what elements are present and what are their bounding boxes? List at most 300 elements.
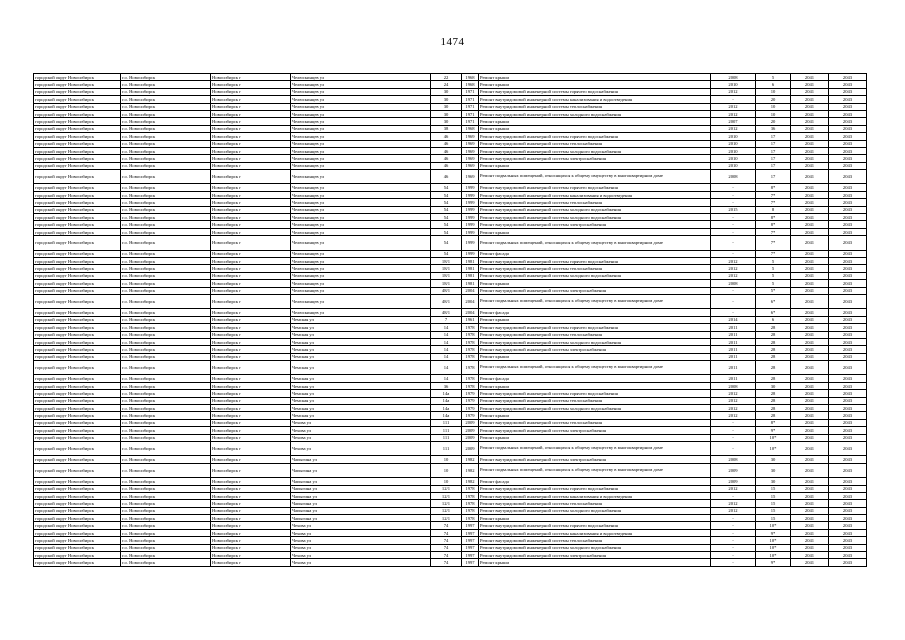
cell-settlement: г.о. Новосибирск bbox=[121, 191, 211, 198]
cell-municipality: городской округ Новосибирск bbox=[34, 522, 121, 529]
table-row bbox=[34, 427, 867, 434]
cell-house: 12/1 bbox=[431, 507, 462, 514]
cell-floors: 36 bbox=[756, 125, 791, 132]
cell-municipality: городской округ Новосибирск bbox=[34, 353, 121, 360]
cell-period-end: 2043 bbox=[829, 405, 867, 412]
cell-settlement: г.о. Новосибирск bbox=[121, 500, 211, 507]
table-row bbox=[34, 346, 867, 353]
cell-street: Чемская ул bbox=[291, 331, 431, 338]
cell-year-built: 1978 bbox=[462, 507, 479, 514]
cell-municipality: городской округ Новосибирск bbox=[34, 221, 121, 228]
table-row bbox=[34, 221, 867, 228]
table-row bbox=[34, 250, 867, 257]
cell-settlement: г.о. Новосибирск bbox=[121, 206, 211, 213]
table-row bbox=[34, 361, 867, 375]
cell-year-built: 2009 bbox=[462, 434, 479, 441]
cell-settlement: г.о. Новосибирск bbox=[121, 338, 211, 345]
cell-municipality: городской округ Новосибирск bbox=[34, 529, 121, 536]
cell-city: Новосибирск г bbox=[211, 221, 291, 228]
cell-street: Чапыгина ул bbox=[291, 500, 431, 507]
cell-work-type: Ремонт подвальных помещений, относящихся к общему имуществу в многоквартирном доме bbox=[479, 361, 711, 375]
cell-period-start: 2041 bbox=[791, 280, 829, 287]
cell-house: 14 bbox=[431, 324, 462, 331]
cell-settlement: г.о. Новосибирск bbox=[121, 382, 211, 389]
cell-municipality: городской округ Новосибирск bbox=[34, 397, 121, 404]
cell-city: Новосибирск г bbox=[211, 133, 291, 140]
cell-street: Чемская ул bbox=[291, 346, 431, 353]
cell-floors: 28 bbox=[756, 331, 791, 338]
cell-floors: 15 bbox=[756, 485, 791, 492]
cell-settlement: г.о. Новосибирск bbox=[121, 88, 211, 95]
cell-period-end: 2043 bbox=[829, 103, 867, 110]
cell-municipality: городской округ Новосибирск bbox=[34, 287, 121, 294]
cell-period-start: 2041 bbox=[791, 361, 829, 375]
cell-settlement: г.о. Новосибирск bbox=[121, 162, 211, 169]
cell-municipality: городской округ Новосибирск bbox=[34, 405, 121, 412]
cell-work-type: Ремонт внутридомовой инженерной системы электроснабжения bbox=[479, 287, 711, 294]
cell-floors: 8* bbox=[756, 214, 791, 221]
cell-house: 54 bbox=[431, 191, 462, 198]
cell-plan-year: 2011 bbox=[711, 324, 756, 331]
cell-work-type: Ремонт крыши bbox=[479, 559, 711, 566]
cell-municipality: городской округ Новосибирск bbox=[34, 74, 121, 81]
cell-floors: 17 bbox=[756, 133, 791, 140]
cell-municipality: городской округ Новосибирск bbox=[34, 537, 121, 544]
cell-period-start: 2041 bbox=[791, 353, 829, 360]
cell-municipality: городской округ Новосибирск bbox=[34, 382, 121, 389]
cell-work-type: Ремонт внутридомовой инженерной системы теплоснабжения bbox=[479, 537, 711, 544]
table-row bbox=[34, 522, 867, 529]
table-row bbox=[34, 280, 867, 287]
cell-year-built: 1969 bbox=[462, 162, 479, 169]
table-row bbox=[34, 228, 867, 235]
cell-period-start: 2041 bbox=[791, 118, 829, 125]
cell-house: 14а bbox=[431, 412, 462, 419]
cell-settlement: г.о. Новосибирск bbox=[121, 463, 211, 477]
cell-street: Челюскинцев ул bbox=[291, 287, 431, 294]
cell-year-built: 1981 bbox=[462, 257, 479, 264]
table-row bbox=[34, 110, 867, 117]
cell-period-start: 2041 bbox=[791, 170, 829, 184]
cell-period-start: 2041 bbox=[791, 522, 829, 529]
cell-street: Чемская ул bbox=[291, 324, 431, 331]
cell-house: 74 bbox=[431, 537, 462, 544]
cell-work-type: Ремонт фасада bbox=[479, 478, 711, 485]
cell-settlement: г.о. Новосибирск bbox=[121, 170, 211, 184]
table-row bbox=[34, 309, 867, 316]
cell-municipality: городской округ Новосибирск bbox=[34, 500, 121, 507]
cell-plan-year: 2012 bbox=[711, 390, 756, 397]
cell-settlement: г.о. Новосибирск bbox=[121, 272, 211, 279]
cell-period-end: 2043 bbox=[829, 537, 867, 544]
cell-year-built: 1981 bbox=[462, 265, 479, 272]
cell-floors: 8* bbox=[756, 221, 791, 228]
cell-plan-year: 2009 bbox=[711, 463, 756, 477]
cell-period-start: 2041 bbox=[791, 191, 829, 198]
cell-city: Новосибирск г bbox=[211, 559, 291, 566]
cell-period-end: 2043 bbox=[829, 96, 867, 103]
cell-floors: 5 bbox=[756, 257, 791, 264]
cell-floors: 20 bbox=[756, 96, 791, 103]
cell-city: Новосибирск г bbox=[211, 125, 291, 132]
cell-house: 54 bbox=[431, 214, 462, 221]
cell-floors: 10 bbox=[756, 88, 791, 95]
cell-floors: 10* bbox=[756, 537, 791, 544]
cell-period-start: 2041 bbox=[791, 88, 829, 95]
cell-house: 12/1 bbox=[431, 492, 462, 499]
cell-plan-year: 2012 bbox=[711, 272, 756, 279]
table-row bbox=[34, 125, 867, 132]
cell-plan-year: 2012 bbox=[711, 405, 756, 412]
cell-street: Челюскинцев ул bbox=[291, 294, 431, 308]
cell-period-start: 2041 bbox=[791, 492, 829, 499]
table-row bbox=[34, 492, 867, 499]
cell-period-start: 2041 bbox=[791, 405, 829, 412]
cell-floors: 6* bbox=[756, 309, 791, 316]
cell-municipality: городской округ Новосибирск bbox=[34, 147, 121, 154]
cell-period-end: 2043 bbox=[829, 272, 867, 279]
cell-house: 30 bbox=[431, 118, 462, 125]
cell-city: Новосибирск г bbox=[211, 500, 291, 507]
cell-plan-year: 2011 bbox=[711, 353, 756, 360]
cell-work-type: Ремонт внутридомовой инженерной системы холодного водоснабжения bbox=[479, 147, 711, 154]
cell-street: Челюскинцев ул bbox=[291, 265, 431, 272]
table-row bbox=[34, 375, 867, 382]
cell-municipality: городской округ Новосибирск bbox=[34, 309, 121, 316]
cell-work-type: Ремонт внутридомовой инженерной системы электроснабжения bbox=[479, 221, 711, 228]
cell-floors: 30 bbox=[756, 478, 791, 485]
cell-period-end: 2043 bbox=[829, 250, 867, 257]
cell-year-built: 2004 bbox=[462, 287, 479, 294]
cell-year-built: 1968 bbox=[462, 125, 479, 132]
cell-house: 46 bbox=[431, 170, 462, 184]
cell-work-type: Ремонт крыши bbox=[479, 316, 711, 323]
cell-period-start: 2041 bbox=[791, 331, 829, 338]
cell-municipality: городской округ Новосибирск bbox=[34, 118, 121, 125]
cell-work-type: Ремонт крыши bbox=[479, 515, 711, 522]
cell-period-start: 2041 bbox=[791, 338, 829, 345]
cell-municipality: городской округ Новосибирск bbox=[34, 456, 121, 463]
cell-floors: 7* bbox=[756, 199, 791, 206]
cell-plan-year: - bbox=[711, 214, 756, 221]
cell-work-type: Ремонт внутридомовой инженерной системы теплоснабжения bbox=[479, 265, 711, 272]
cell-municipality: городской округ Новосибирск bbox=[34, 88, 121, 95]
cell-house: 30 bbox=[431, 88, 462, 95]
cell-plan-year: - bbox=[711, 544, 756, 551]
cell-period-end: 2043 bbox=[829, 88, 867, 95]
cell-period-start: 2041 bbox=[791, 382, 829, 389]
cell-settlement: г.о. Новосибирск bbox=[121, 184, 211, 191]
cell-floors: 5 bbox=[756, 272, 791, 279]
table-row bbox=[34, 74, 867, 81]
cell-house: 74 bbox=[431, 559, 462, 566]
cell-floors: 10* bbox=[756, 441, 791, 455]
cell-period-end: 2043 bbox=[829, 206, 867, 213]
cell-house: 54 bbox=[431, 199, 462, 206]
cell-period-start: 2041 bbox=[791, 184, 829, 191]
cell-year-built: 1978 bbox=[462, 361, 479, 375]
cell-period-start: 2041 bbox=[791, 265, 829, 272]
cell-work-type: Ремонт внутридомовой инженерной системы канализования и водоотведения bbox=[479, 96, 711, 103]
cell-house: 54 bbox=[431, 221, 462, 228]
cell-municipality: городской округ Новосибирск bbox=[34, 250, 121, 257]
cell-plan-year: 2008 bbox=[711, 456, 756, 463]
cell-settlement: г.о. Новосибирск bbox=[121, 324, 211, 331]
table-row bbox=[34, 184, 867, 191]
cell-plan-year: 2012 bbox=[711, 500, 756, 507]
table-row bbox=[34, 133, 867, 140]
cell-year-built: 1971 bbox=[462, 118, 479, 125]
cell-city: Новосибирск г bbox=[211, 155, 291, 162]
cell-street: Челюскинцев ул bbox=[291, 184, 431, 191]
cell-period-end: 2043 bbox=[829, 463, 867, 477]
cell-period-start: 2041 bbox=[791, 390, 829, 397]
cell-plan-year: 2012 bbox=[711, 265, 756, 272]
cell-work-type: Ремонт внутридомовой инженерной системы горячего водоснабжения bbox=[479, 390, 711, 397]
cell-house: 14а bbox=[431, 405, 462, 412]
cell-settlement: г.о. Новосибирск bbox=[121, 559, 211, 566]
cell-settlement: г.о. Новосибирск bbox=[121, 147, 211, 154]
cell-year-built: 1978 bbox=[462, 492, 479, 499]
cell-city: Новосибирск г bbox=[211, 257, 291, 264]
cell-municipality: городской округ Новосибирск bbox=[34, 110, 121, 117]
cell-floors: 5* bbox=[756, 287, 791, 294]
cell-period-end: 2043 bbox=[829, 529, 867, 536]
cell-house: 74 bbox=[431, 552, 462, 559]
cell-municipality: городской округ Новосибирск bbox=[34, 346, 121, 353]
cell-plan-year: 2012 bbox=[711, 397, 756, 404]
cell-period-start: 2041 bbox=[791, 500, 829, 507]
cell-period-end: 2043 bbox=[829, 257, 867, 264]
cell-street: Чехова ул bbox=[291, 552, 431, 559]
cell-settlement: г.о. Новосибирск bbox=[121, 390, 211, 397]
cell-period-end: 2043 bbox=[829, 397, 867, 404]
table-row bbox=[34, 206, 867, 213]
cell-house: 111 bbox=[431, 419, 462, 426]
cell-city: Новосибирск г bbox=[211, 147, 291, 154]
cell-period-start: 2041 bbox=[791, 529, 829, 536]
table-row bbox=[34, 485, 867, 492]
cell-work-type: Ремонт крыши bbox=[479, 434, 711, 441]
cell-city: Новосибирск г bbox=[211, 280, 291, 287]
cell-municipality: городской округ Новосибирск bbox=[34, 361, 121, 375]
cell-period-end: 2043 bbox=[829, 492, 867, 499]
cell-work-type: Ремонт крыши bbox=[479, 74, 711, 81]
cell-city: Новосибирск г bbox=[211, 405, 291, 412]
cell-house: 48/1 bbox=[431, 287, 462, 294]
cell-house: 48/1 bbox=[431, 294, 462, 308]
cell-floors: 28 bbox=[756, 338, 791, 345]
cell-plan-year: 2015 bbox=[711, 206, 756, 213]
cell-work-type: Ремонт крыши bbox=[479, 125, 711, 132]
cell-street: Чемская ул bbox=[291, 405, 431, 412]
cell-period-end: 2043 bbox=[829, 346, 867, 353]
cell-work-type: Ремонт крыши bbox=[479, 382, 711, 389]
cell-work-type: Ремонт внутридомовой инженерной системы холодного водоснабжения bbox=[479, 544, 711, 551]
cell-house: 54 bbox=[431, 206, 462, 213]
cell-settlement: г.о. Новосибирск bbox=[121, 228, 211, 235]
cell-street: Челюскинцев ул bbox=[291, 206, 431, 213]
cell-house: 54 bbox=[431, 228, 462, 235]
cell-street: Челюскинцев ул bbox=[291, 236, 431, 250]
cell-work-type: Ремонт внутридомовой инженерной системы горячего водоснабжения bbox=[479, 133, 711, 140]
cell-period-start: 2041 bbox=[791, 103, 829, 110]
cell-city: Новосибирск г bbox=[211, 456, 291, 463]
cell-year-built: 1968 bbox=[462, 74, 479, 81]
cell-settlement: г.о. Новосибирск bbox=[121, 537, 211, 544]
cell-year-built: 1969 bbox=[462, 147, 479, 154]
cell-year-built: 1969 bbox=[462, 155, 479, 162]
cell-settlement: г.о. Новосибирск bbox=[121, 118, 211, 125]
cell-city: Новосибирск г bbox=[211, 103, 291, 110]
cell-period-end: 2043 bbox=[829, 236, 867, 250]
cell-plan-year: 2012 bbox=[711, 485, 756, 492]
cell-period-end: 2043 bbox=[829, 221, 867, 228]
cell-period-end: 2043 bbox=[829, 118, 867, 125]
cell-city: Новосибирск г bbox=[211, 478, 291, 485]
cell-year-built: 1982 bbox=[462, 463, 479, 477]
cell-year-built: 1999 bbox=[462, 236, 479, 250]
cell-plan-year: 2011 bbox=[711, 346, 756, 353]
cell-year-built: 1978 bbox=[462, 375, 479, 382]
cell-period-end: 2043 bbox=[829, 353, 867, 360]
cell-period-start: 2041 bbox=[791, 463, 829, 477]
cell-period-start: 2041 bbox=[791, 397, 829, 404]
cell-municipality: городской округ Новосибирск bbox=[34, 324, 121, 331]
cell-house: 46 bbox=[431, 155, 462, 162]
cell-settlement: г.о. Новосибирск bbox=[121, 103, 211, 110]
cell-house: 18/1 bbox=[431, 272, 462, 279]
cell-settlement: г.о. Новосибирск bbox=[121, 353, 211, 360]
cell-floors: 30 bbox=[756, 382, 791, 389]
cell-house: 14а bbox=[431, 397, 462, 404]
cell-city: Новосибирск г bbox=[211, 434, 291, 441]
cell-period-end: 2043 bbox=[829, 331, 867, 338]
cell-city: Новосибирск г bbox=[211, 184, 291, 191]
cell-city: Новосибирск г bbox=[211, 170, 291, 184]
cell-settlement: г.о. Новосибирск bbox=[121, 125, 211, 132]
cell-city: Новосибирск г bbox=[211, 265, 291, 272]
cell-work-type: Ремонт подвальных помещений, относящихся к общему имуществу в многоквартирном доме bbox=[479, 170, 711, 184]
cell-period-end: 2043 bbox=[829, 309, 867, 316]
cell-municipality: городской округ Новосибирск bbox=[34, 294, 121, 308]
table-row bbox=[34, 434, 867, 441]
cell-city: Новосибирск г bbox=[211, 353, 291, 360]
cell-street: Челюскинцев ул bbox=[291, 103, 431, 110]
cell-year-built: 1999 bbox=[462, 199, 479, 206]
cell-floors: 9* bbox=[756, 559, 791, 566]
table-row bbox=[34, 191, 867, 198]
cell-year-built: 1978 bbox=[462, 485, 479, 492]
cell-floors: 7* bbox=[756, 191, 791, 198]
cell-house: 46 bbox=[431, 133, 462, 140]
cell-period-start: 2041 bbox=[791, 125, 829, 132]
cell-settlement: г.о. Новосибирск bbox=[121, 427, 211, 434]
cell-settlement: г.о. Новосибирск bbox=[121, 74, 211, 81]
cell-floors: 6* bbox=[756, 294, 791, 308]
cell-street: Чемская ул bbox=[291, 375, 431, 382]
cell-period-end: 2043 bbox=[829, 74, 867, 81]
cell-plan-year: - bbox=[711, 228, 756, 235]
cell-plan-year: 2010 bbox=[711, 81, 756, 88]
cell-period-end: 2043 bbox=[829, 324, 867, 331]
table-row bbox=[34, 552, 867, 559]
cell-period-start: 2041 bbox=[791, 412, 829, 419]
cell-work-type: Ремонт подвальных помещений, относящихся к общему имуществу в многоквартирном доме bbox=[479, 441, 711, 455]
table-row bbox=[34, 118, 867, 125]
cell-municipality: городской округ Новосибирск bbox=[34, 199, 121, 206]
cell-municipality: городской округ Новосибирск bbox=[34, 236, 121, 250]
table-row bbox=[34, 96, 867, 103]
cell-work-type: Ремонт внутридомовой инженерной системы теплоснабжения bbox=[479, 199, 711, 206]
table-row bbox=[34, 515, 867, 522]
cell-period-end: 2043 bbox=[829, 81, 867, 88]
cell-street: Чемская ул bbox=[291, 316, 431, 323]
cell-municipality: городской округ Новосибирск bbox=[34, 170, 121, 184]
cell-settlement: г.о. Новосибирск bbox=[121, 110, 211, 117]
cell-house: 74 bbox=[431, 522, 462, 529]
cell-floors: 28 bbox=[756, 346, 791, 353]
cell-work-type: Ремонт внутридомовой инженерной системы холодного водоснабжения bbox=[479, 507, 711, 514]
cell-work-type: Ремонт крыши bbox=[479, 81, 711, 88]
cell-work-type: Ремонт внутридомовой инженерной системы горячего водоснабжения bbox=[479, 257, 711, 264]
table-row bbox=[34, 419, 867, 426]
cell-municipality: городской округ Новосибирск bbox=[34, 228, 121, 235]
cell-house: 12/1 bbox=[431, 485, 462, 492]
cell-municipality: городской округ Новосибирск bbox=[34, 265, 121, 272]
cell-municipality: городской округ Новосибирск bbox=[34, 412, 121, 419]
cell-plan-year: 2008 bbox=[711, 382, 756, 389]
cell-floors: 17 bbox=[756, 170, 791, 184]
cell-settlement: г.о. Новосибирск bbox=[121, 544, 211, 551]
cell-street: Чехова ул bbox=[291, 427, 431, 434]
cell-plan-year: - bbox=[711, 441, 756, 455]
cell-city: Новосибирск г bbox=[211, 236, 291, 250]
cell-municipality: городской округ Новосибирск bbox=[34, 133, 121, 140]
cell-year-built: 1979 bbox=[462, 390, 479, 397]
cell-plan-year: - bbox=[711, 294, 756, 308]
table-row bbox=[34, 162, 867, 169]
cell-municipality: городской округ Новосибирск bbox=[34, 478, 121, 485]
cell-year-built: 1978 bbox=[462, 338, 479, 345]
table-row bbox=[34, 103, 867, 110]
cell-municipality: городской округ Новосибирск bbox=[34, 427, 121, 434]
cell-period-end: 2043 bbox=[829, 478, 867, 485]
cell-street: Челюскинцев ул bbox=[291, 74, 431, 81]
cell-year-built: 1961 bbox=[462, 316, 479, 323]
cell-floors: 9* bbox=[756, 529, 791, 536]
cell-floors: 5 bbox=[756, 74, 791, 81]
cell-year-built: 1997 bbox=[462, 529, 479, 536]
cell-period-start: 2041 bbox=[791, 133, 829, 140]
cell-street: Чапыгина ул bbox=[291, 478, 431, 485]
cell-period-start: 2041 bbox=[791, 162, 829, 169]
cell-city: Новосибирск г bbox=[211, 492, 291, 499]
cell-year-built: 2009 bbox=[462, 419, 479, 426]
cell-floors: 15 bbox=[756, 515, 791, 522]
cell-year-built: 2004 bbox=[462, 294, 479, 308]
cell-municipality: городской округ Новосибирск bbox=[34, 331, 121, 338]
cell-street: Челюскинцев ул bbox=[291, 140, 431, 147]
cell-floors: 9* bbox=[756, 427, 791, 434]
cell-period-start: 2041 bbox=[791, 375, 829, 382]
table-row bbox=[34, 463, 867, 477]
table-row bbox=[34, 559, 867, 566]
cell-year-built: 1981 bbox=[462, 280, 479, 287]
cell-year-built: 1999 bbox=[462, 221, 479, 228]
cell-floors: 28 bbox=[756, 353, 791, 360]
cell-work-type: Ремонт крыши bbox=[479, 228, 711, 235]
